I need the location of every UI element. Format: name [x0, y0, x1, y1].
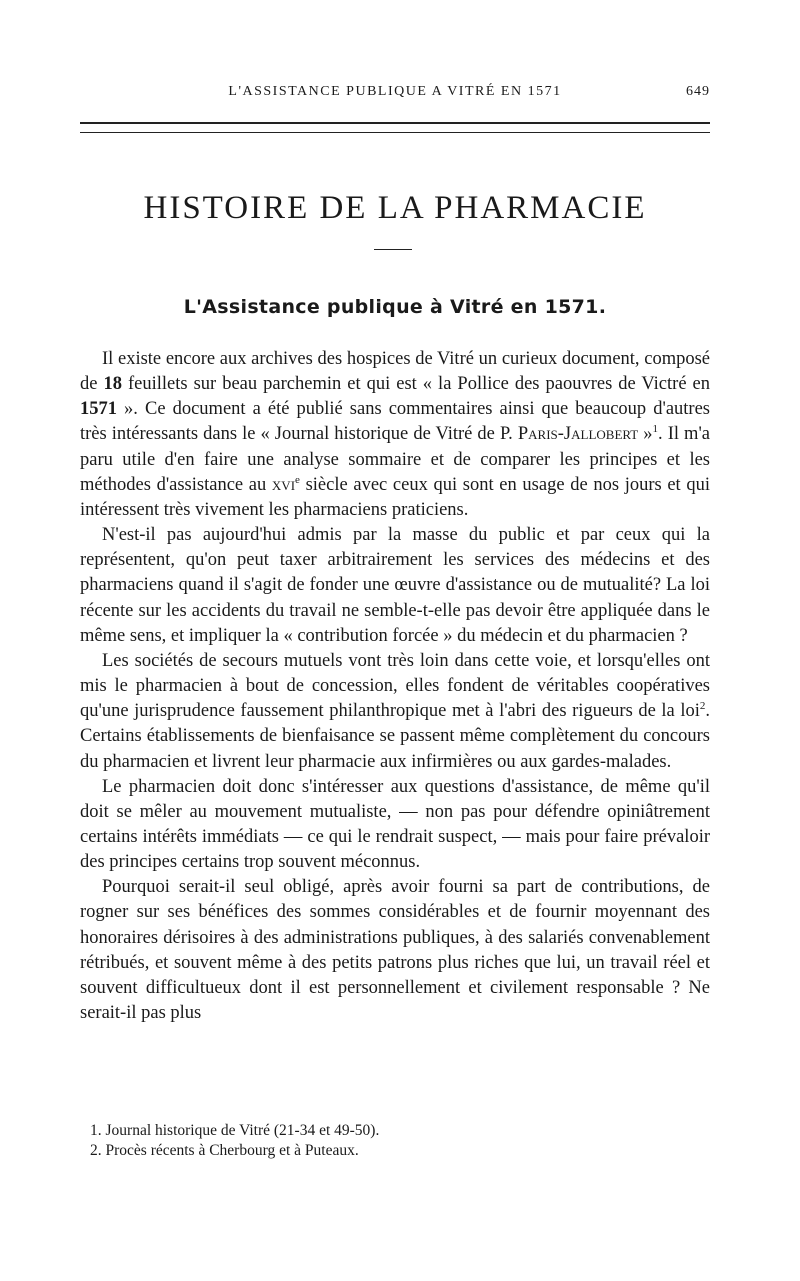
running-head	[80, 84, 710, 106]
section-title: HISTOIRE DE LA PHARMACIE	[143, 190, 647, 226]
p1-author-name: Paris-Jallobert	[517, 424, 639, 445]
p1-century: xvi	[271, 474, 296, 495]
page-number: 649	[686, 84, 710, 99]
p3-text-a: Les sociétés de secours mutuels vont très loin dans cette voie, et lorsqu'elles ont mis le pharmacien à bout de concession, elles fondent de véritables coopératives qu'une jurisprudence faussement philanthropique met à l'abri des rigueurs de la loi	[80, 650, 710, 722]
p1-text-e: . Il m'a paru utile d'en faire une analyse sommaire et de comparer les principes et les méthodes d'assistance au	[80, 424, 710, 495]
paragraph-2: N'est-il pas aujourd'hui admis par la masse du public et par ceux qui la représentent, qu'on peut taxer arbitrairement les services des médecins et des pharmaciens quand il s'agit de fonder une œuvre d'assistance ou de mutualité? La loi récente sur les accidents du travail ne semble-t-elle pas devoir être appliquée dans le même sens, et impliquer la « contribution forcée » du médecin et du pharmacien ?	[80, 525, 710, 646]
footnote-2: 2. Procès récents à Cherbourg et à Puteaux.	[90, 1142, 359, 1159]
p1-century-sup: e	[295, 473, 300, 486]
p1-text-a: Il existe encore aux archives des hospices de Vitré un curieux document, composé de	[80, 349, 710, 395]
p1-year: 1571	[80, 399, 117, 420]
paragraph-5: Pourquoi serait-il seul obligé, après avoir fourni sa part de contributions, de rogner sur ses bénéfices des sommes considérables et de fournir moyennant des honoraires dérisoires à des administrations publiques, à des salariés convenablement rétribués, et souvent même à des petits patrons plus riches que lui, un travail réel et souvent difficultueux dont il est personnellement et civilement responsable ? Ne serait-il pas plus	[80, 877, 710, 1024]
article-body	[80, 347, 710, 1026]
p1-text-c: ». Ce document a été publié sans commentaires ainsi que beaucoup d'autres très intéressants dans le « Journal historique de Vitré de P.	[80, 399, 710, 445]
article-subtitle: L'Assistance publique à Vitré en 1571.	[183, 296, 607, 318]
p1-text-f: siècle avec ceux qui sont en usage de nos jours et qui intéressent très vivement les pharmaciens praticiens.	[80, 474, 711, 520]
title-divider	[374, 249, 412, 250]
p1-text-b: feuillets sur beau parchemin et qui est « la Pollice des paouvres de Victré en	[121, 374, 710, 395]
paragraph-3	[80, 649, 710, 775]
footnotes	[80, 1121, 710, 1161]
footnote-1: 1. Journal historique de Vitré (21-34 et 49-50).	[90, 1122, 380, 1139]
p1-text-d: »	[638, 424, 653, 445]
p1-number-18: 18	[103, 374, 122, 395]
p3-text-b: . Certains établissements de bienfaisance se passent même complètement du concours du pharmacien et livrent leur pharmacie aux infirmières ou aux gardes-malades.	[80, 701, 710, 772]
header-double-rule	[80, 122, 710, 133]
paragraph-1	[80, 347, 710, 523]
running-head-title: L'ASSISTANCE PUBLIQUE A VITRÉ EN 1571	[228, 84, 562, 99]
footnote-ref-1: 1	[652, 423, 659, 436]
paragraph-4: Le pharmacien doit donc s'intéresser aux questions d'assistance, de même qu'il doit se mêler au mouvement mutualiste, — non pas pour défendre opiniâtrement certains intérêts immédiats — ce qui le rendrait suspect, — mais pour faire prévaloir des principes certains trop souvent méconnus.	[80, 776, 710, 873]
footnote-ref-2: 2	[699, 700, 706, 713]
